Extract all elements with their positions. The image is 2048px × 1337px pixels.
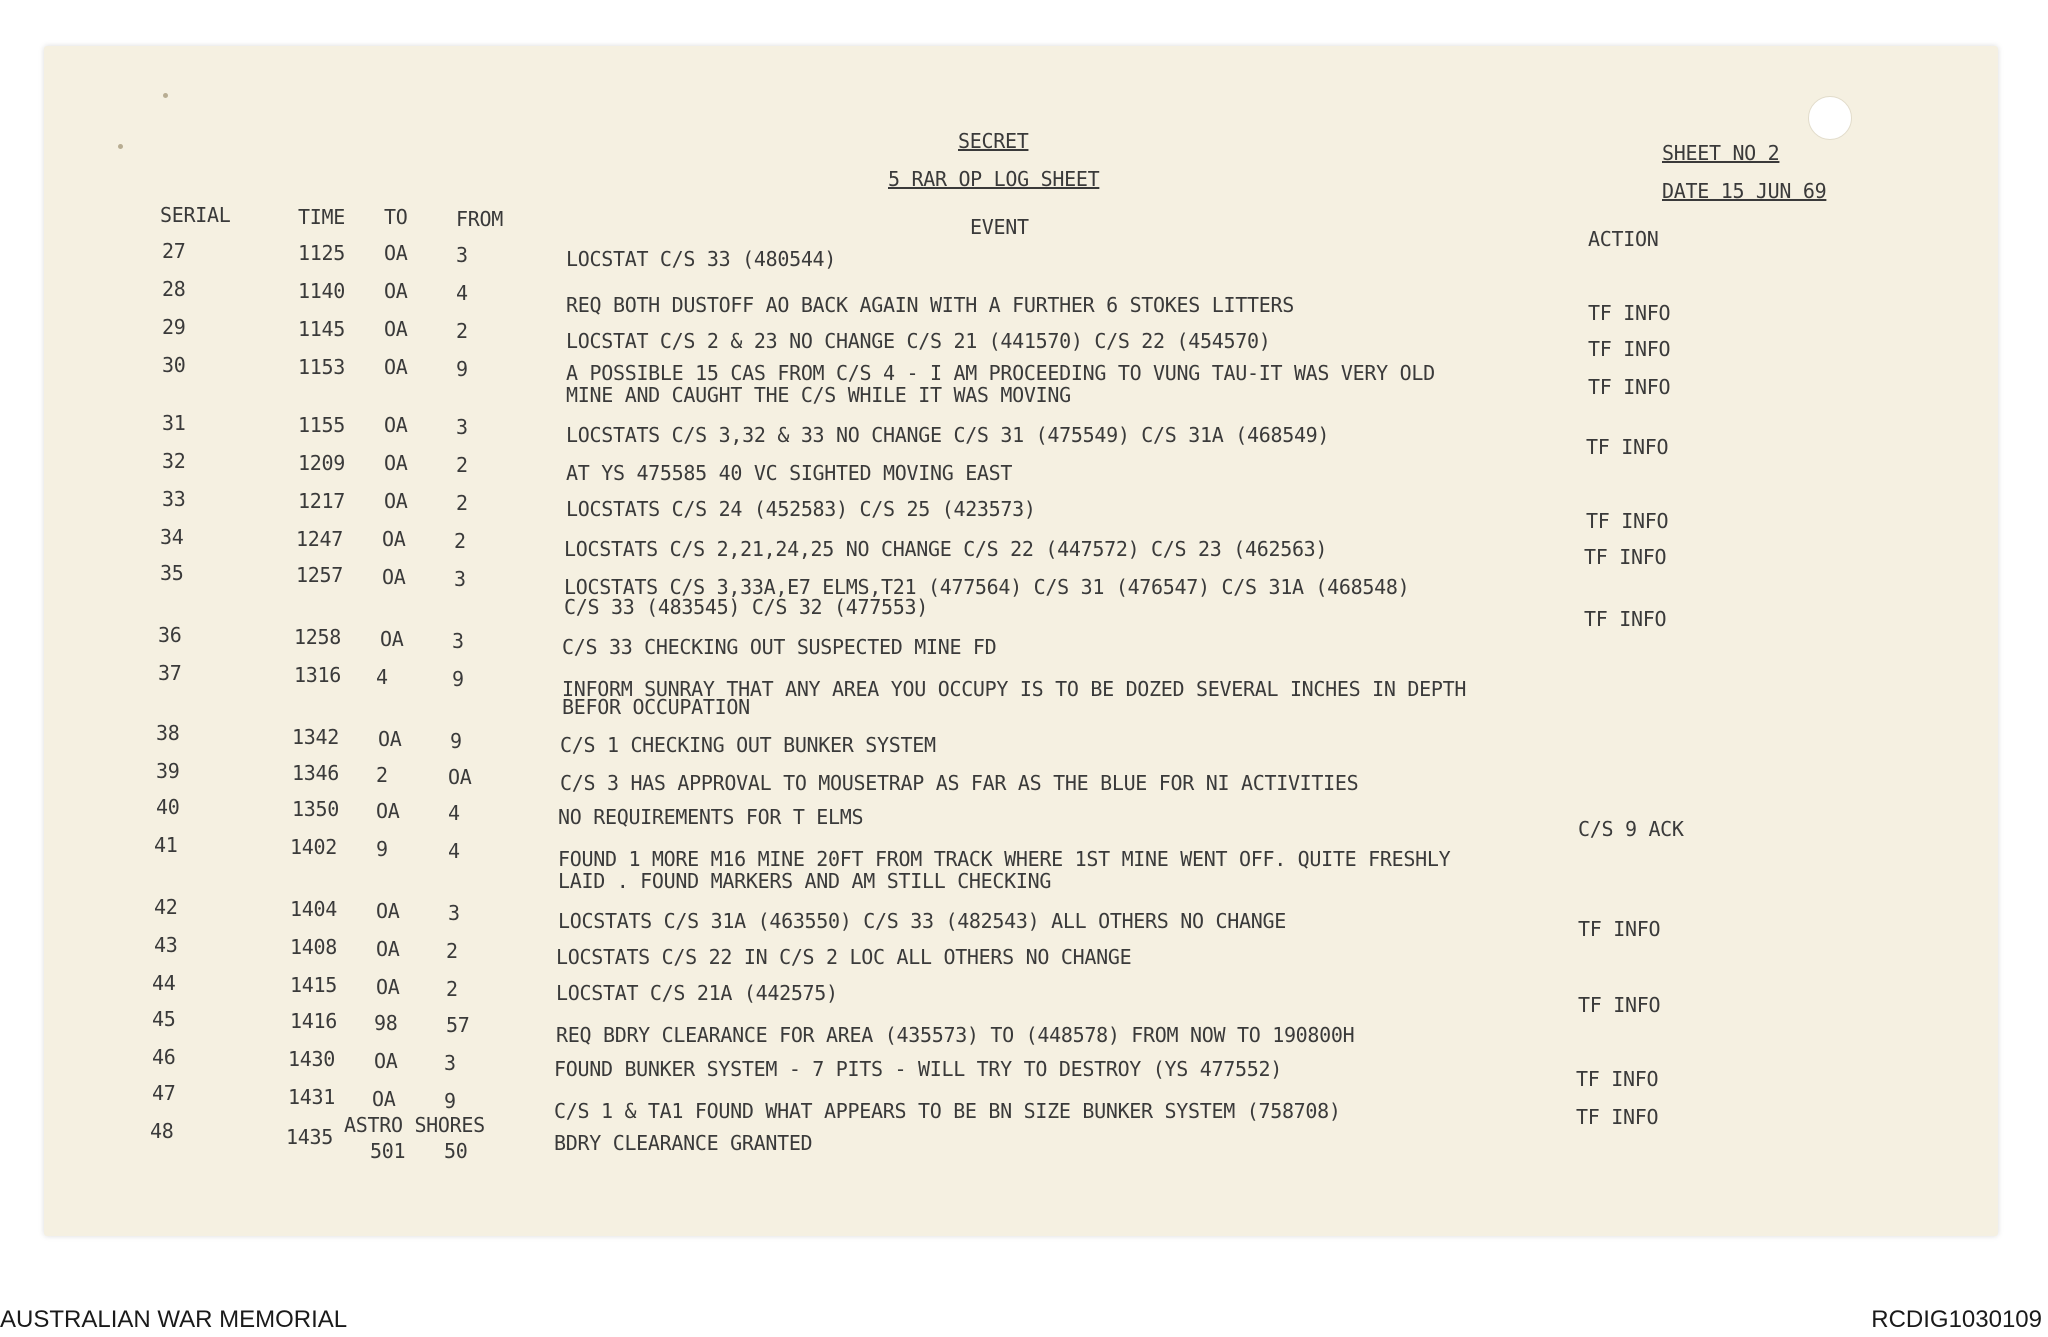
to-cell: OA xyxy=(382,565,406,589)
from-cell: 57 xyxy=(446,1013,470,1037)
from-cell: 9 xyxy=(456,357,468,381)
to-cell: OA xyxy=(380,627,404,651)
paper-speck xyxy=(163,93,168,98)
from-cell: 2 xyxy=(454,529,466,553)
from-cell: 2 xyxy=(456,491,468,515)
from-cell: 3 xyxy=(444,1051,456,1075)
to-cell: OA xyxy=(372,1087,396,1111)
event-cell: LOCSTATS C/S 24 (452583) C/S 25 (423573) xyxy=(566,497,1036,521)
serial-cell: 29 xyxy=(162,315,186,339)
to-cell: OA xyxy=(376,975,400,999)
document-title: 5 RAR OP LOG SHEET xyxy=(888,167,1100,191)
action-cell: TF INFO xyxy=(1586,435,1669,459)
to-cell: 501 xyxy=(370,1139,406,1163)
from-cell: 4 xyxy=(456,281,468,305)
to-cell: 98 xyxy=(374,1011,398,1035)
time-cell: 1258 xyxy=(294,625,341,649)
serial-cell: 40 xyxy=(156,795,180,819)
serial-cell: 31 xyxy=(162,411,186,435)
event-cell: LOCSTATS C/S 31A (463550) C/S 33 (482543) ALL OTHERS NO CHANGE xyxy=(558,909,1286,933)
from-cell: 9 xyxy=(444,1089,456,1113)
sheet-number: SHEET NO 2 xyxy=(1662,141,1780,165)
time-cell: 1416 xyxy=(290,1009,337,1033)
action-cell: TF INFO xyxy=(1588,337,1671,361)
from-cell: 9 xyxy=(450,729,462,753)
serial-cell: 34 xyxy=(160,525,184,549)
serial-cell: 44 xyxy=(152,971,176,995)
serial-cell: 41 xyxy=(154,833,178,857)
time-cell: 1415 xyxy=(290,973,337,997)
event-cell: INFORM SUNRAY THAT ANY AREA YOU OCCUPY IS TO BE DOZED SEVERAL INCHES IN DEPTH xyxy=(562,677,1467,701)
event-cell: LOCSTAT C/S 33 (480544) xyxy=(566,247,837,271)
serial-cell: 45 xyxy=(152,1007,176,1031)
column-header-to: TO xyxy=(384,205,408,229)
column-header-from: FROM xyxy=(456,207,503,231)
action-cell: C/S 9 ACK xyxy=(1578,817,1684,841)
paper-speck xyxy=(118,144,123,149)
action-cell: TF INFO xyxy=(1588,301,1671,325)
from-cell: 2 xyxy=(456,319,468,343)
time-cell: 1247 xyxy=(296,527,343,551)
serial-cell: 27 xyxy=(162,239,186,263)
event-cell: REQ BOTH DUSTOFF AO BACK AGAIN WITH A FURTHER 6 STOKES LITTERS xyxy=(566,293,1294,317)
action-cell: TF INFO xyxy=(1584,607,1667,631)
from-cell: 3 xyxy=(452,629,464,653)
serial-cell: 28 xyxy=(162,277,186,301)
from-cell: 3 xyxy=(454,567,466,591)
event-cell-line-2: C/S 33 (483545) C/S 32 (477553) xyxy=(564,595,928,619)
action-cell: TF INFO xyxy=(1576,1067,1659,1091)
to-cell: 4 xyxy=(376,665,388,689)
event-cell: LOCSTATS C/S 3,33A,E7 ELMS,T21 (477564) C/S 31 (476547) C/S 31A (468548) xyxy=(564,575,1410,599)
to-cell: OA xyxy=(374,1049,398,1073)
serial-cell: 42 xyxy=(154,895,178,919)
serial-cell: 30 xyxy=(162,353,186,377)
event-cell: LOCSTATS C/S 22 IN C/S 2 LOC ALL OTHERS NO CHANGE xyxy=(556,945,1132,969)
time-cell: 1430 xyxy=(288,1047,335,1071)
to-cell: 9 xyxy=(376,837,388,861)
to-cell: OA xyxy=(376,937,400,961)
column-header-event: EVENT xyxy=(970,215,1029,239)
event-cell: LOCSTATS C/S 3,32 & 33 NO CHANGE C/S 31 (475549) C/S 31A (468549) xyxy=(566,423,1330,447)
action-cell: TF INFO xyxy=(1584,545,1667,569)
to-cell: 2 xyxy=(376,763,388,787)
action-cell: TF INFO xyxy=(1588,375,1671,399)
event-cell: LOCSTAT C/S 21A (442575) xyxy=(556,981,838,1005)
to-cell: OA xyxy=(384,241,408,265)
from-cell: 2 xyxy=(446,939,458,963)
sheet-date: DATE 15 JUN 69 xyxy=(1662,179,1827,203)
time-cell: 1402 xyxy=(290,835,337,859)
serial-cell: 39 xyxy=(156,759,180,783)
from-cell: 4 xyxy=(448,801,460,825)
time-cell: 1350 xyxy=(292,797,339,821)
event-cell: C/S 1 CHECKING OUT BUNKER SYSTEM xyxy=(560,733,936,757)
event-cell: C/S 33 CHECKING OUT SUSPECTED MINE FD xyxy=(562,635,997,659)
to-cell: OA xyxy=(378,727,402,751)
time-cell: 1257 xyxy=(296,563,343,587)
serial-cell: 37 xyxy=(158,661,182,685)
from-cell: 4 xyxy=(448,839,460,863)
archive-credit: AUSTRALIAN WAR MEMORIAL xyxy=(0,1306,348,1333)
serial-cell: 47 xyxy=(152,1081,176,1105)
from-cell: 2 xyxy=(456,453,468,477)
event-cell: REQ BDRY CLEARANCE FOR AREA (435573) TO (448578) FROM NOW TO 190800H xyxy=(556,1023,1355,1047)
serial-cell: 48 xyxy=(150,1119,174,1143)
time-cell: 1153 xyxy=(298,355,345,379)
time-cell: 1155 xyxy=(298,413,345,437)
to-cell: OA xyxy=(382,527,406,551)
from-cell: 3 xyxy=(456,415,468,439)
time-cell: 1408 xyxy=(290,935,337,959)
time-cell: 1145 xyxy=(298,317,345,341)
event-cell: FOUND BUNKER SYSTEM - 7 PITS - WILL TRY TO DESTROY (YS 477552) xyxy=(554,1057,1282,1081)
event-cell-line-2: LAID . FOUND MARKERS AND AM STILL CHECKING xyxy=(558,869,1052,893)
event-cell-line-2: BEFOR OCCUPATION xyxy=(562,695,750,719)
event-cell-line-2: MINE AND CAUGHT THE C/S WHILE IT WAS MOVING xyxy=(566,383,1071,407)
event-cell: C/S 1 & TA1 FOUND WHAT APPEARS TO BE BN SIZE BUNKER SYSTEM (758708) xyxy=(554,1099,1341,1123)
event-cell: NO REQUIREMENTS FOR T ELMS xyxy=(558,805,864,829)
serial-cell: 46 xyxy=(152,1045,176,1069)
callsign-names: ASTRO SHORES xyxy=(344,1113,485,1137)
from-cell: 2 xyxy=(446,977,458,1001)
time-cell: 1346 xyxy=(292,761,339,785)
from-cell: 9 xyxy=(452,667,464,691)
time-cell: 1431 xyxy=(288,1085,335,1109)
event-cell: FOUND 1 MORE M16 MINE 20FT FROM TRACK WHERE 1ST MINE WENT OFF. QUITE FRESHLY xyxy=(558,847,1451,871)
serial-cell: 38 xyxy=(156,721,180,745)
classification-heading: SECRET xyxy=(958,129,1029,153)
event-cell: LOCSTAT C/S 2 & 23 NO CHANGE C/S 21 (441570) C/S 22 (454570) xyxy=(566,329,1271,353)
event-cell: C/S 3 HAS APPROVAL TO MOUSETRAP AS FAR AS THE BLUE FOR NI ACTIVITIES xyxy=(560,771,1359,795)
action-cell: TF INFO xyxy=(1586,509,1669,533)
column-header-time: TIME xyxy=(298,205,345,229)
serial-cell: 36 xyxy=(158,623,182,647)
column-header-action: ACTION xyxy=(1588,227,1659,251)
time-cell: 1342 xyxy=(292,725,339,749)
to-cell: OA xyxy=(376,899,400,923)
punch-hole xyxy=(1808,96,1852,140)
event-cell: AT YS 475585 40 VC SIGHTED MOVING EAST xyxy=(566,461,1013,485)
action-cell: TF INFO xyxy=(1578,917,1661,941)
action-cell: TF INFO xyxy=(1576,1105,1659,1129)
time-cell: 1140 xyxy=(298,279,345,303)
to-cell: OA xyxy=(376,799,400,823)
to-cell: OA xyxy=(384,279,408,303)
serial-cell: 35 xyxy=(160,561,184,585)
from-cell: 3 xyxy=(456,243,468,267)
serial-cell: 43 xyxy=(154,933,178,957)
to-cell: OA xyxy=(384,317,408,341)
time-cell: 1217 xyxy=(298,489,345,513)
event-cell: A POSSIBLE 15 CAS FROM C/S 4 - I AM PROCEEDING TO VUNG TAU-IT WAS VERY OLD xyxy=(566,361,1435,385)
time-cell: 1209 xyxy=(298,451,345,475)
to-cell: OA xyxy=(384,413,408,437)
time-cell: 1435 xyxy=(286,1125,333,1149)
action-cell: TF INFO xyxy=(1578,993,1661,1017)
from-cell: 3 xyxy=(448,901,460,925)
time-cell: 1404 xyxy=(290,897,337,921)
to-cell: OA xyxy=(384,451,408,475)
record-identifier: RCDIG1030109 xyxy=(1871,1306,2042,1333)
time-cell: 1125 xyxy=(298,241,345,265)
event-cell: LOCSTATS C/S 2,21,24,25 NO CHANGE C/S 22 (447572) C/S 23 (462563) xyxy=(564,537,1328,561)
from-cell: OA xyxy=(448,765,472,789)
time-cell: 1316 xyxy=(294,663,341,687)
serial-cell: 32 xyxy=(162,449,186,473)
from-cell: 50 xyxy=(444,1139,468,1163)
to-cell: OA xyxy=(384,489,408,513)
event-cell: BDRY CLEARANCE GRANTED xyxy=(554,1131,813,1155)
serial-cell: 33 xyxy=(162,487,186,511)
column-header-serial: SERIAL xyxy=(160,203,231,227)
to-cell: OA xyxy=(384,355,408,379)
